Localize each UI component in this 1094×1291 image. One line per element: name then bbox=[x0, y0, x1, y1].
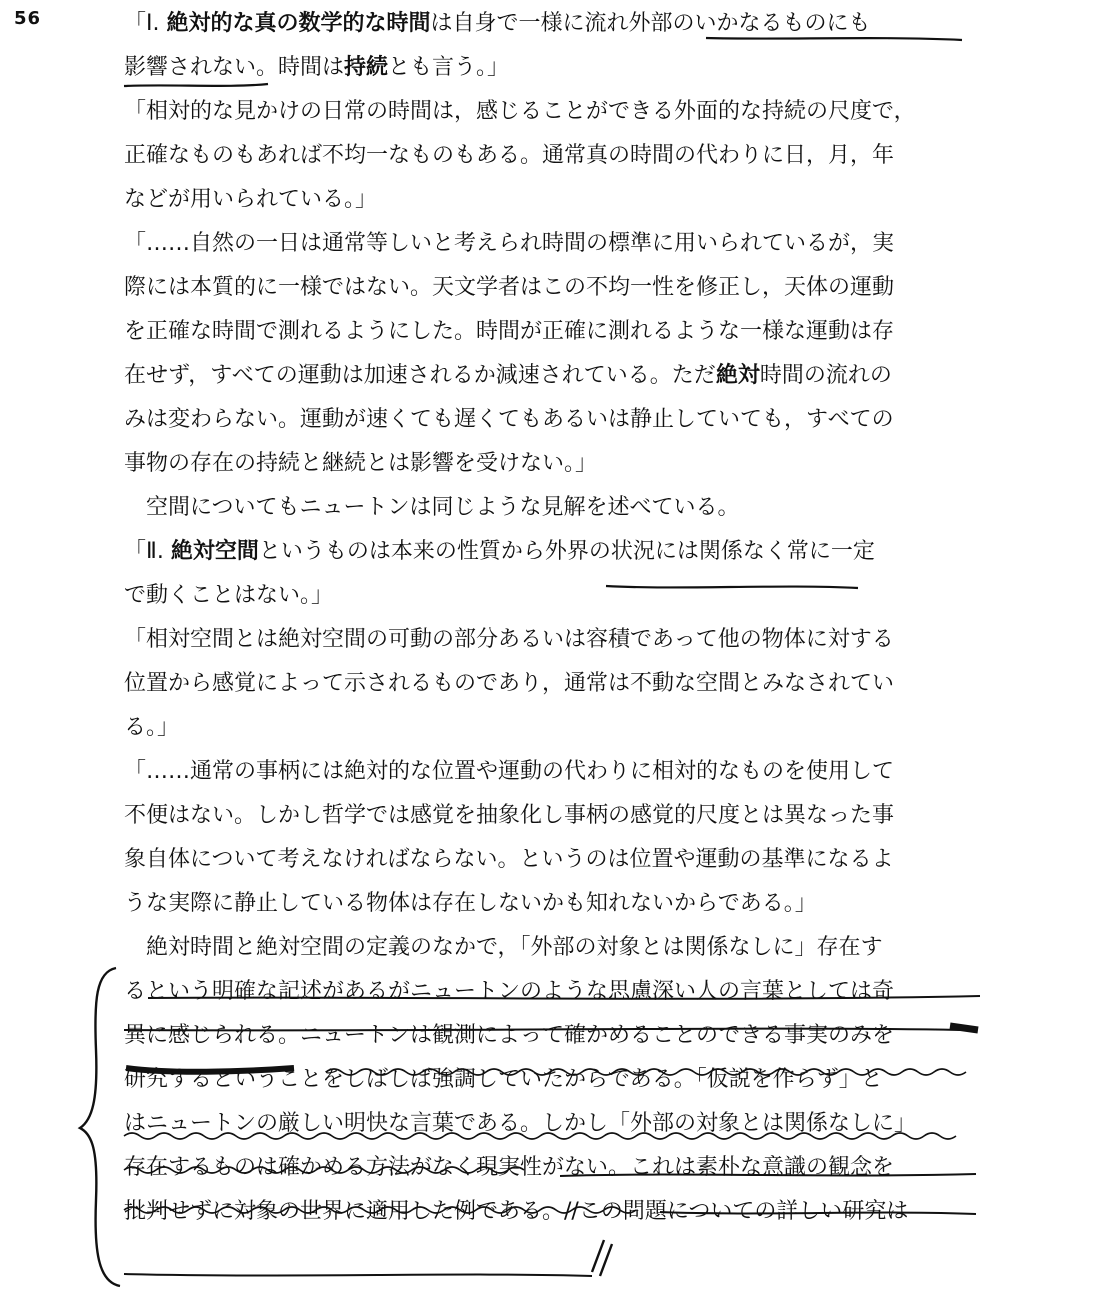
text-line bbox=[124, 1108, 916, 1140]
text-segment: 「相対空間とは絶対空間の可動の部分あるいは容積であって他の物体に対する bbox=[124, 627, 894, 652]
text-segment: 際には本質的に一様ではない。天文学者はこの不均一性を修正し，天体の運動 bbox=[124, 275, 895, 300]
text-line bbox=[124, 756, 894, 788]
text-line bbox=[124, 404, 894, 436]
text-line bbox=[124, 844, 894, 876]
text-segment: などが用いられている。」 bbox=[124, 187, 378, 212]
text-line bbox=[124, 1196, 908, 1228]
text-line bbox=[124, 228, 894, 260]
text-segment: 正確なものもあれば不均一なものもある。通常真の時間の代わりに日，月，年 bbox=[124, 143, 895, 168]
bold-term: 持続 bbox=[344, 55, 389, 80]
text-segment: // bbox=[564, 1199, 579, 1224]
text-segment: みは変わらない。運動が速くても遅くてもあるいは静止していても，すべての bbox=[124, 407, 894, 432]
text-segment: 象自体について考えなければならない。というのは位置や運動の基準になるよ bbox=[124, 847, 894, 872]
text-segment: 批判せずに対象の世界に適用した例である。 bbox=[124, 1199, 565, 1224]
underline-mark bbox=[124, 84, 268, 86]
text-line bbox=[124, 800, 894, 832]
text-line bbox=[124, 360, 892, 392]
text-line bbox=[124, 8, 871, 40]
text-segment: 空間についてもニュートンは同じような見解を述べている。 bbox=[124, 495, 740, 520]
text-line bbox=[124, 184, 377, 216]
text-segment: 「……通常の事柄には絶対的な位置や運動の代わりに相対的なものを使用して bbox=[124, 759, 895, 784]
text-segment: 研究するということをしばしば強調していたからである。「仮説を作らず」と bbox=[124, 1067, 883, 1092]
text-segment: 異に感じられる。ニュートンは観測によって確かめることのできる事実のみを bbox=[124, 1023, 895, 1048]
text-segment: 「相対的な見かけの日常の時間は，感じることができる外面的な持続の尺度で， bbox=[124, 99, 916, 124]
text-segment: 「……自然の一日は通常等しいと考えられ時間の標準に用いられているが，実 bbox=[124, 231, 895, 256]
text-line bbox=[124, 1020, 894, 1052]
text-line bbox=[124, 976, 894, 1008]
text-segment: を正確な時間で測れるようにした。時間が正確に測れるような一様な運動は存 bbox=[124, 319, 895, 344]
text-line bbox=[124, 668, 894, 700]
text-line bbox=[124, 1152, 894, 1184]
underline-mark bbox=[606, 586, 858, 588]
text-segment: とも言う。」 bbox=[388, 55, 510, 80]
text-line bbox=[124, 1064, 883, 1096]
text-segment: 「Ⅱ. bbox=[124, 539, 171, 564]
text-segment: 時間の流れの bbox=[759, 363, 892, 388]
text-segment: は自身で一様に流れ外部のいかなるものにも bbox=[430, 11, 871, 36]
slash-mark bbox=[592, 1240, 612, 1276]
text-line bbox=[124, 272, 894, 304]
text-line bbox=[124, 580, 333, 612]
text-line bbox=[124, 96, 916, 128]
bold-term: 絶対的な真の数学的な時間 bbox=[166, 11, 431, 36]
bold-term: 絶対空間 bbox=[170, 539, 259, 564]
text-segment: で動くことはない。」 bbox=[124, 583, 334, 608]
text-segment: 絶対時間と絶対空間の定義のなかで，「外部の対象とは関係なしに」存在す bbox=[124, 935, 883, 960]
text-line bbox=[124, 140, 894, 172]
text-segment: 「Ⅰ. bbox=[124, 11, 167, 36]
text-line bbox=[124, 712, 179, 744]
bold-term: 絶対 bbox=[715, 363, 760, 388]
text-segment: 影響されない。時間は bbox=[124, 55, 345, 80]
text-segment: うな実際に静止している物体は存在しないかも知れないからである。」 bbox=[124, 891, 817, 916]
text-segment: 位置から感覚によって示されるものであり，通常は不動な空間とみなされてい bbox=[124, 671, 895, 696]
text-line bbox=[124, 448, 597, 480]
underline-mark bbox=[124, 1274, 592, 1276]
text-line bbox=[124, 536, 875, 568]
text-line bbox=[124, 932, 883, 964]
text-line bbox=[124, 316, 894, 348]
text-segment: るという明確な記述があるがニュートンのような思慮深い人の言葉としては奇 bbox=[124, 979, 895, 1004]
text-segment: 事物の存在の持続と継続とは影響を受けない。」 bbox=[124, 451, 598, 476]
page-number: 56 bbox=[14, 8, 42, 29]
text-segment: 在せず，すべての運動は加速されるか減速されている。ただ bbox=[124, 363, 716, 388]
text-segment: はニュートンの厳しい明快な言葉である。しかし「外部の対象とは関係なしに」 bbox=[124, 1111, 917, 1136]
text-segment: 存在するものは確かめる方法がなく現実性がない。これは素朴な意識の観念を bbox=[124, 1155, 895, 1180]
text-segment: 不便はない。しかし哲学では感覚を抽象化し事柄の感覚的尺度とは異なった事 bbox=[124, 803, 895, 828]
text-line bbox=[124, 52, 509, 84]
text-segment: この問題についての詳しい研究は bbox=[578, 1199, 909, 1224]
text-segment: というものは本来の性質から外界の状況には関係なく常に一定 bbox=[258, 539, 875, 564]
text-line bbox=[124, 624, 894, 656]
brace-mark bbox=[80, 968, 120, 1286]
text-segment: る。」 bbox=[124, 715, 180, 740]
highlight-mark bbox=[950, 1026, 978, 1030]
text-line bbox=[124, 888, 817, 920]
text-line bbox=[124, 492, 740, 524]
